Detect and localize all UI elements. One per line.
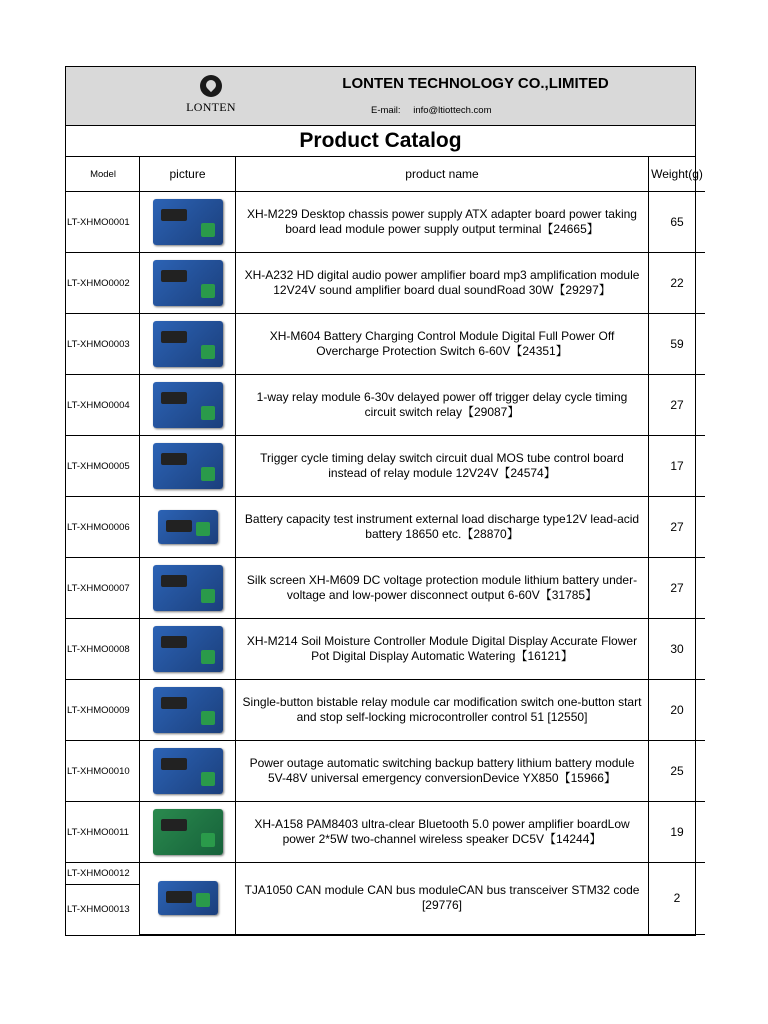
product-name-cell: Battery capacity test instrument external load discharge type12V lead-acid battery 18650 etc.【28870】 [236, 497, 649, 558]
model-cell: LT-XHMO0007 [66, 558, 140, 619]
product-image [153, 199, 223, 245]
email-label: E-mail: [371, 105, 401, 116]
weight-cell: 65 [649, 192, 706, 253]
weight-cell: 20 [649, 680, 706, 741]
catalog-sheet [65, 66, 703, 936]
table-row [66, 436, 705, 497]
header-model: Model [66, 157, 140, 192]
table-row [66, 497, 705, 558]
picture-cell [140, 253, 236, 314]
table-row [66, 558, 705, 619]
header-banner [66, 67, 695, 126]
table-row [66, 741, 705, 802]
weight-cell: 59 [649, 314, 706, 375]
weight-cell: 27 [649, 375, 706, 436]
model-cell: LT-XHMO0010 [66, 741, 140, 802]
model-cell: LT-XHMO0013 [66, 885, 140, 935]
product-name-cell: XH-M214 Soil Moisture Controller Module Digital Display Accurate Flower Pot Digital Display Automatic Watering【16121】 [236, 619, 649, 680]
product-name-cell: TJA1050 CAN module CAN bus moduleCAN bus transceiver STM32 code [29776] [236, 863, 649, 935]
table-row [66, 314, 705, 375]
picture-cell [140, 802, 236, 863]
model-cell: LT-XHMO0004 [66, 375, 140, 436]
picture-cell [140, 314, 236, 375]
page-title: Product Catalog [66, 126, 695, 157]
logo-icon [200, 75, 222, 97]
product-image [153, 687, 223, 733]
weight-cell: 22 [649, 253, 706, 314]
table-row [66, 802, 705, 863]
weight-cell: 2 [649, 863, 706, 935]
model-cell: LT-XHMO0003 [66, 314, 140, 375]
table-row [66, 375, 705, 436]
product-name-cell: 1-way relay module 6-30v delayed power off trigger delay cycle timing circuit switch relay【29087】 [236, 375, 649, 436]
product-image [153, 260, 223, 306]
product-name-cell: XH-A158 PAM8403 ultra-clear Bluetooth 5.0 power amplifier boardLow power 2*5W two-channel wireless speaker DC5V【14244】 [236, 802, 649, 863]
picture-cell [140, 375, 236, 436]
weight-cell: 17 [649, 436, 706, 497]
picture-cell [140, 558, 236, 619]
picture-cell [140, 436, 236, 497]
model-cell: LT-XHMO0009 [66, 680, 140, 741]
table-row [66, 619, 705, 680]
picture-cell [140, 863, 236, 935]
logo-text: LONTEN [186, 100, 236, 114]
model-cell: LT-XHMO0006 [66, 497, 140, 558]
product-image [153, 809, 223, 855]
product-table [66, 157, 705, 935]
product-name-cell: Trigger cycle timing delay switch circuit dual MOS tube control board instead of relay module 12V24V【24574】 [236, 436, 649, 497]
email-line [371, 105, 492, 116]
table-row [66, 863, 705, 885]
table-row [66, 253, 705, 314]
picture-cell [140, 680, 236, 741]
model-cell: LT-XHMO0001 [66, 192, 140, 253]
weight-cell: 27 [649, 558, 706, 619]
model-cell: LT-XHMO0005 [66, 436, 140, 497]
table-row [66, 680, 705, 741]
product-image [153, 382, 223, 428]
weight-cell: 30 [649, 619, 706, 680]
weight-cell: 19 [649, 802, 706, 863]
product-name-cell: XH-M229 Desktop chassis power supply ATX adapter board power taking board lead module power supply output terminal【24665】 [236, 192, 649, 253]
picture-cell [140, 619, 236, 680]
model-cell: LT-XHMO0012 [66, 863, 140, 885]
picture-cell [140, 497, 236, 558]
header-product-name: product name [236, 157, 649, 192]
weight-cell: 27 [649, 497, 706, 558]
header-weight: Weight(g) [649, 157, 706, 192]
product-name-cell: Silk screen XH-M609 DC voltage protection module lithium battery under-voltage and low-power disconnect output 6-60V【31785】 [236, 558, 649, 619]
company-logo [176, 75, 246, 115]
product-image [153, 443, 223, 489]
product-image [158, 881, 218, 915]
table-header-row [66, 157, 705, 192]
model-cell: LT-XHMO0002 [66, 253, 140, 314]
company-name: LONTEN TECHNOLOGY CO.,LIMITED [342, 75, 609, 92]
product-image [158, 510, 218, 544]
product-name-cell: XH-A232 HD digital audio power amplifier board mp3 amplification module 12V24V sound amplifier board dual soundRoad 30W【29297】 [236, 253, 649, 314]
email-address[interactable]: info@ltiottech.com [413, 105, 492, 116]
weight-cell: 25 [649, 741, 706, 802]
product-name-cell: Single-button bistable relay module car modification switch one-button start and stop self-locking microcontroller control 51 [12550] [236, 680, 649, 741]
header-picture: picture [140, 157, 236, 192]
product-image [153, 565, 223, 611]
product-image [153, 626, 223, 672]
model-cell: LT-XHMO0008 [66, 619, 140, 680]
product-name-cell: Power outage automatic switching backup battery lithium battery module 5V-48V universal emergency conversionDevice YX850【15966】 [236, 741, 649, 802]
product-image [153, 748, 223, 794]
model-cell: LT-XHMO0011 [66, 802, 140, 863]
picture-cell [140, 741, 236, 802]
product-name-cell: XH-M604 Battery Charging Control Module Digital Full Power Off Overcharge Protection Switch 6-60V【24351】 [236, 314, 649, 375]
table-row [66, 192, 705, 253]
product-image [153, 321, 223, 367]
picture-cell [140, 192, 236, 253]
